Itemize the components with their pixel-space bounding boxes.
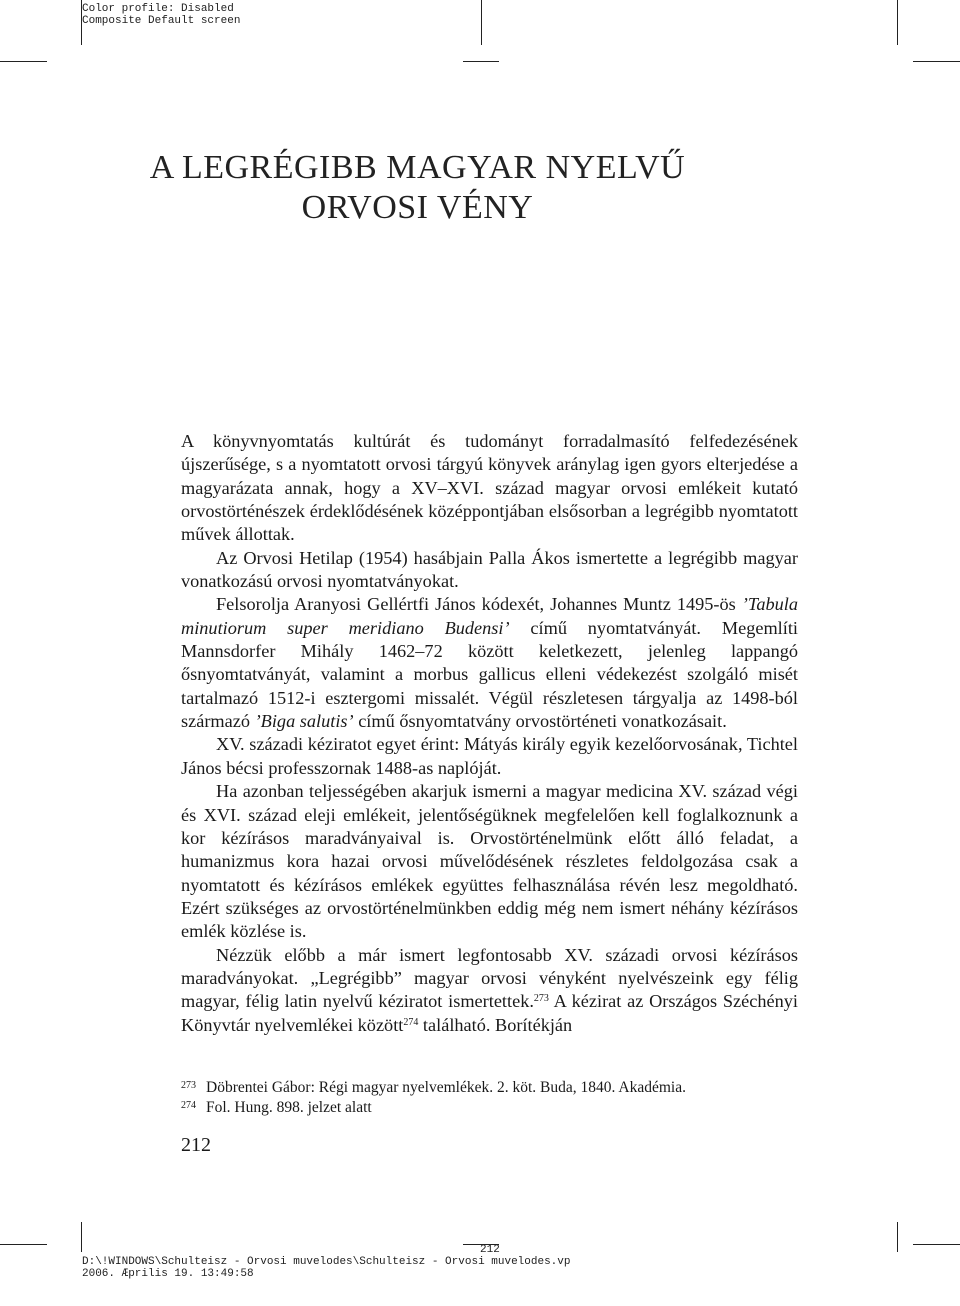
crop-mark-top-mid-v xyxy=(481,0,482,45)
footnotes xyxy=(181,1078,798,1118)
print-footer xyxy=(82,1256,570,1280)
paragraph-6-part-c: található. Borítékján xyxy=(418,1014,573,1035)
footer-file-path: D:\!WINDOWS\Schulteisz - Orvosi muvelodes\Schulteisz - Orvosi muvelodes.vp xyxy=(82,1256,571,1268)
chapter-title xyxy=(0,148,835,228)
footer-timestamp: 2006. Æprilis 19. 13:49:58 xyxy=(82,1268,254,1280)
footnote-text: Fol. Hung. 898. jelzet alatt xyxy=(206,1099,372,1116)
paragraph-3-part-c: című ősnyomtatvány orvostörténeti vonatkozásait. xyxy=(353,711,727,732)
footnote-number: 274 xyxy=(181,1100,196,1111)
body-text xyxy=(181,430,798,1037)
biga-salutis-title: ’Biga salutis’ xyxy=(254,711,354,732)
crop-mark-bottom-left-v xyxy=(81,1222,82,1252)
paragraph-3 xyxy=(181,593,798,733)
footer-page-number: 212 xyxy=(480,1244,500,1256)
footnote xyxy=(181,1078,798,1098)
chapter-title-line-1: A LEGRÉGIBB MAGYAR NYELVŰ xyxy=(149,149,686,186)
crop-mark-top-right-v xyxy=(897,0,898,45)
page-number: 212 xyxy=(181,1134,211,1156)
paragraph-6-part-b: A kézirat az Országos Széchényi Könyvtár nyelvemlékei között xyxy=(181,991,798,1035)
paragraph-1: A könyvnyomtatás kultúrát és tudományt forradalmasító felfedezésének újszerűsége, s a nyomtatott orvosi tárgyú könyvek aránylag igen gyors elterjedése a magyarázata annak, hogy a XV–XVI. század magyar orvosi emlékeit kutató orvostörténészek érdeklődésének középpontjában elsősorban a legrégibb nyomtatott művek állottak. xyxy=(181,431,798,545)
header-color-profile: Color profile: Disabled xyxy=(82,3,234,15)
paragraph-5: Ha azonban teljességében akarjuk ismerni a magyar medicina XV. század végi és XVI. század eleji emlékeit, jelentőségüknek megfelelően kell foglalkoznunk a kor kézírásos maradványaival is. Orvostörténelmünk előtt álló feladat, a humanizmus kora hazai orvosi művelődésének részletes feldolgozása csak a nyomtatott és kézírásos emlékek együttes felhasználása révén lesz megoldható. Ezért szükséges az orvostörténelmünkben eddig még nem ismert néhány kézírásos emlék közlése is. xyxy=(181,781,798,942)
crop-mark-top-left-v xyxy=(81,0,82,45)
paragraph-3-part-a: Felsorolja Aranyosi Gellértfi János kódexét, Johannes Muntz 1495-ös xyxy=(216,594,742,615)
footnote-ref-274: 274 xyxy=(403,1016,419,1028)
footnote xyxy=(181,1098,798,1118)
footnote-ref-273: 273 xyxy=(533,993,549,1005)
chapter-title-line-2: ORVOSI VÉNY xyxy=(301,189,534,226)
print-header xyxy=(82,3,240,27)
crop-mark-top-left-h xyxy=(0,61,47,62)
paragraph-2: Az Orvosi Hetilap (1954) hasábjain Palla Ákos ismertette a legrégibb magyar vonatkozású orvosi nyomtatványokat. xyxy=(181,547,798,592)
crop-mark-bottom-right-h xyxy=(913,1244,960,1245)
crop-mark-bottom-right-v xyxy=(897,1222,898,1252)
paragraph-6-part-a: Nézzük előbb a már ismert legfontosabb XV. századi orvosi kézírásos maradványokat. „Legrégibb” magyar orvosi vényként nyelvészeink egy félig magyar, félig latin nyelvű kéziratot ismertettek. xyxy=(181,944,798,1012)
footnote-number: 273 xyxy=(181,1080,196,1091)
header-composite: Composite Default screen xyxy=(82,15,241,27)
crop-mark-bottom-left-h xyxy=(0,1244,47,1245)
paragraph-4: XV. századi kéziratot egyet érint: Mátyás király egyik kezelőorvosának, Tichtel János bécsi professzornak 1488-as naplóját. xyxy=(181,734,798,778)
paragraph-6 xyxy=(181,944,798,1037)
paragraph-3-part-b: című nyomtatványát. Megemlíti Mannsdorfer Mihály 1462–72 között keletkezett, jelenleg lappangó ősnyomtatványát, valamint a morbus gallicus elleni védekezést szolgáló misét tartalmazó 1512-i esztergomi missalét. Végül részletesen tárgyalja az 1498-ból származó xyxy=(181,617,798,732)
crop-mark-top-mid-h xyxy=(463,61,499,62)
tabula-minutiorum-title: ’Tabula minutiorum super meridiano Budensi’ xyxy=(181,594,798,638)
crop-mark-top-right-h xyxy=(913,61,960,62)
footnote-text: Döbrentei Gábor: Régi magyar nyelvemlékek. 2. köt. Buda, 1840. Akadémia. xyxy=(206,1079,686,1096)
